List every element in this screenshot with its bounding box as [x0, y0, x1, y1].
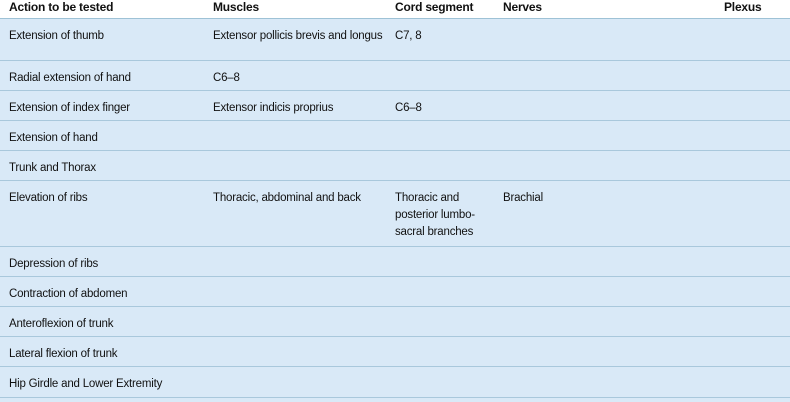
table-row — [0, 91, 790, 121]
cell-action: Lateral flexion of trunk — [9, 348, 118, 360]
table-row — [0, 61, 790, 91]
table-body — [0, 19, 790, 402]
cell-action: Extension of thumb — [9, 30, 104, 42]
table-row — [0, 277, 790, 307]
table-row — [0, 151, 790, 181]
column-header-muscles: Muscles — [213, 0, 259, 14]
table-row — [0, 307, 790, 337]
cell-nerves: Brachial — [503, 192, 543, 204]
cell-muscles: Thoracic, abdominal and back — [213, 192, 361, 204]
table-row — [0, 247, 790, 277]
cell-action: Contraction of abdomen — [9, 288, 128, 300]
cell-action: Radial extension of hand — [9, 72, 131, 84]
table-header — [0, 0, 790, 19]
cell-cord-segment: C6–8 — [395, 102, 422, 114]
cell-action: Depression of ribs — [9, 258, 99, 270]
cell-cord-segment: C7, 8 — [395, 30, 422, 42]
table-row — [0, 367, 790, 398]
cell-muscles: Extensor indicis proprius — [213, 102, 334, 114]
cell-muscles: Extensor pollicis brevis and longus — [213, 30, 383, 42]
table-row — [0, 337, 790, 367]
cell-cord-segment: Thoracic and posterior lumbo-sacral branches — [395, 192, 475, 238]
cell-action: Elevation of ribs — [9, 192, 88, 204]
column-header-nerves: Nerves — [503, 0, 542, 14]
column-header-plexus: Plexus — [724, 0, 762, 14]
cell-action: Trunk and Thorax — [9, 162, 96, 174]
cell-action: Extension of hand — [9, 132, 98, 144]
table-row — [0, 181, 790, 247]
cell-action: Hip Girdle and Lower Extremity — [9, 378, 163, 390]
table-row — [0, 19, 790, 61]
column-header-cord-segment: Cord segment — [395, 0, 474, 14]
table-row — [0, 121, 790, 151]
cell-action: Anteroflexion of trunk — [9, 318, 114, 330]
cell-action: Extension of index finger — [9, 102, 130, 114]
column-header-action: Action to be tested — [9, 0, 114, 14]
cell-muscles: C6–8 — [213, 72, 240, 84]
